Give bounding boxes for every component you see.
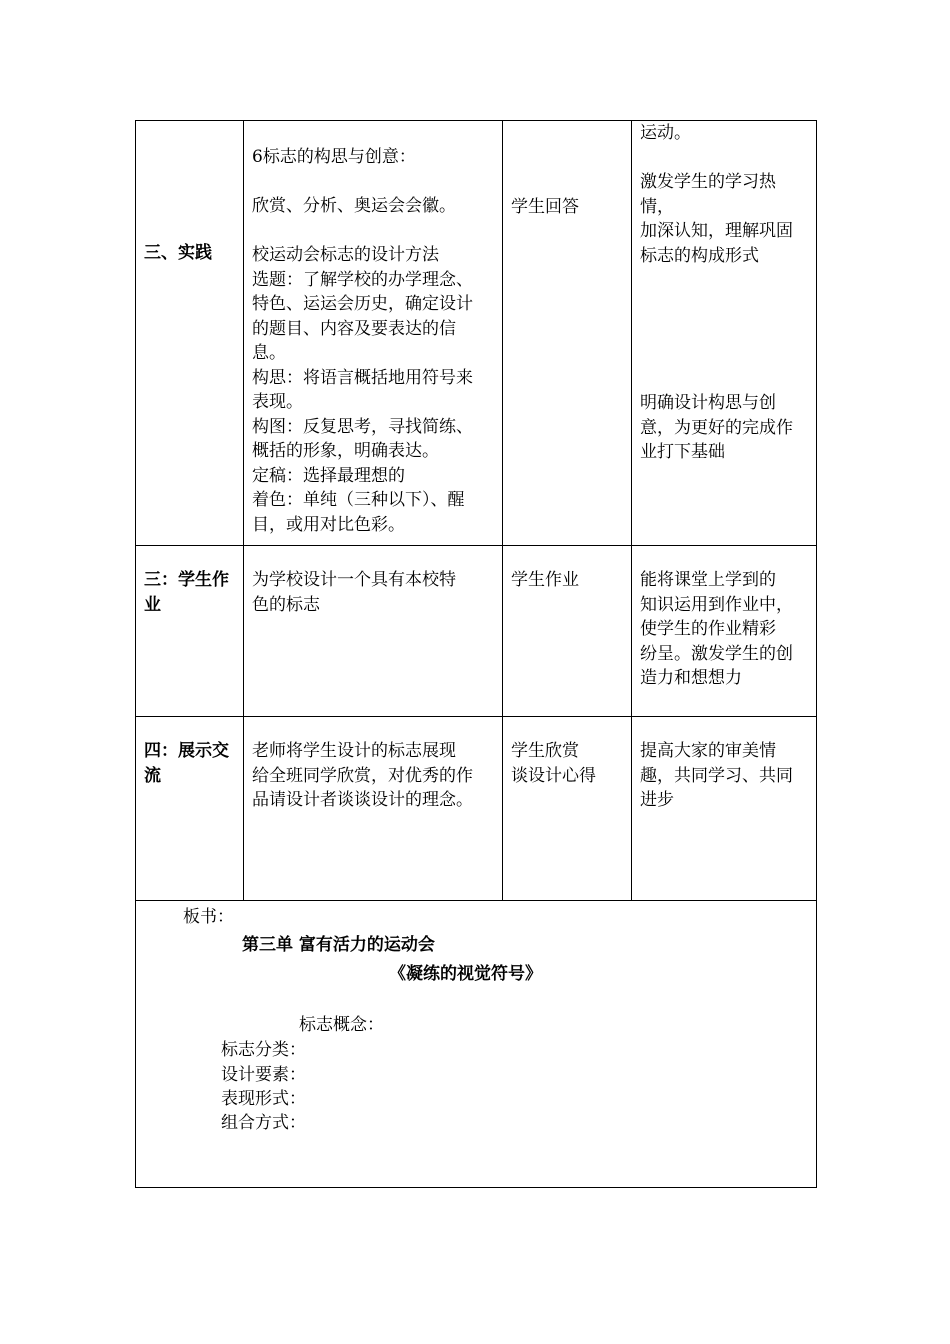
lesson-plan-table — [135, 120, 817, 1188]
content-cell — [244, 546, 503, 717]
board-item: 设计要素： — [221, 1065, 306, 1085]
stage-cell — [136, 546, 244, 717]
goal-line: 能将课堂上学到的 — [640, 570, 776, 590]
content-heading: 6标志的构思与创意： — [252, 147, 416, 167]
table-row — [136, 546, 817, 717]
stage-label: 三：学生作 — [144, 570, 229, 590]
board-item: 组合方式： — [221, 1113, 306, 1133]
content-line: 校运动会标志的设计方法 — [252, 245, 439, 265]
goal-line: 加深认知，理解巩固 — [640, 221, 793, 241]
goal-line: 标志的构成形式 — [640, 245, 759, 266]
board-item: 标志分类： — [221, 1040, 306, 1060]
student-activity-cell — [503, 717, 632, 901]
stage-label: 三、实践 — [144, 242, 212, 263]
content-subheading: 欣赏、分析、奥运会会徽。 — [252, 196, 456, 216]
goal-line: 情， — [640, 196, 674, 217]
student-activity: 学生作业 — [511, 570, 579, 590]
stage-label: 业 — [144, 594, 161, 615]
goal-line: 提高大家的审美情 — [640, 741, 776, 761]
student-activity: 学生回答 — [511, 197, 579, 217]
blackboard-cell — [136, 901, 817, 1188]
table-row — [136, 121, 817, 546]
student-activity: 学生欣赏 — [511, 741, 579, 761]
content-line: 着色：单纯（三种以下）、醒 — [252, 490, 465, 510]
goal-cell — [632, 121, 817, 546]
goal-line: 纷呈。激发学生的创 — [640, 643, 793, 664]
goal-cell — [632, 546, 817, 717]
board-lesson-title: 《凝练的视觉符号》 — [389, 964, 542, 984]
board-label: 板书： — [183, 907, 234, 927]
content-line: 概括的形象，明确表达。 — [252, 441, 439, 461]
content-line: 构思：将语言概括地用符号来 — [252, 367, 473, 388]
content-line: 目，或用对比色彩。 — [252, 514, 405, 535]
content-line: 老师将学生设计的标志展现 — [252, 741, 456, 761]
content-cell — [244, 121, 503, 546]
content-line: 表现。 — [252, 392, 303, 412]
content-line: 色的标志 — [252, 594, 320, 615]
goal-cell — [632, 717, 817, 901]
stage-label: 流 — [144, 765, 161, 786]
content-cell — [244, 717, 503, 901]
stage-cell — [136, 121, 244, 546]
goal-line: 意，为更好的完成作 — [640, 417, 793, 438]
content-line: 选题：了解学校的办学理念、 — [252, 269, 473, 290]
student-activity-cell — [503, 121, 632, 546]
student-activity: 谈设计心得 — [511, 765, 596, 786]
goal-line: 知识运用到作业中， — [640, 594, 793, 615]
board-unit-title: 第三单 富有活力的运动会 — [242, 935, 435, 955]
table-row — [136, 717, 817, 901]
content-line: 特色、运运会历史，确定设计 — [252, 294, 473, 314]
goal-line: 明确设计构思与创 — [640, 393, 776, 413]
blackboard-row — [136, 901, 817, 1188]
content-line: 息。 — [252, 343, 286, 363]
goal-line: 运动。 — [640, 123, 691, 143]
goal-line: 进步 — [640, 790, 674, 810]
content-line: 定稿：选择最理想的 — [252, 465, 405, 486]
stage-label: 四：展示交 — [144, 741, 229, 761]
goal-line: 业打下基础 — [640, 442, 725, 462]
stage-cell — [136, 717, 244, 901]
goal-line: 趣，共同学习、共同 — [640, 765, 793, 786]
goal-line: 使学生的作业精彩 — [640, 619, 776, 639]
content-line: 构图：反复思考，寻找简练、 — [252, 416, 473, 437]
student-activity-cell — [503, 546, 632, 717]
goal-line: 激发学生的学习热 — [640, 172, 776, 192]
content-line: 为学校设计一个具有本校特 — [252, 570, 456, 590]
goal-line: 造力和想想力 — [640, 668, 742, 688]
board-item: 表现形式： — [221, 1089, 306, 1109]
content-line: 给全班同学欣赏，对优秀的作 — [252, 765, 473, 786]
content-line: 品请设计者谈谈设计的理念。 — [252, 790, 473, 810]
content-line: 的题目、内容及要表达的信 — [252, 318, 456, 339]
board-concept: 标志概念： — [299, 1015, 384, 1035]
